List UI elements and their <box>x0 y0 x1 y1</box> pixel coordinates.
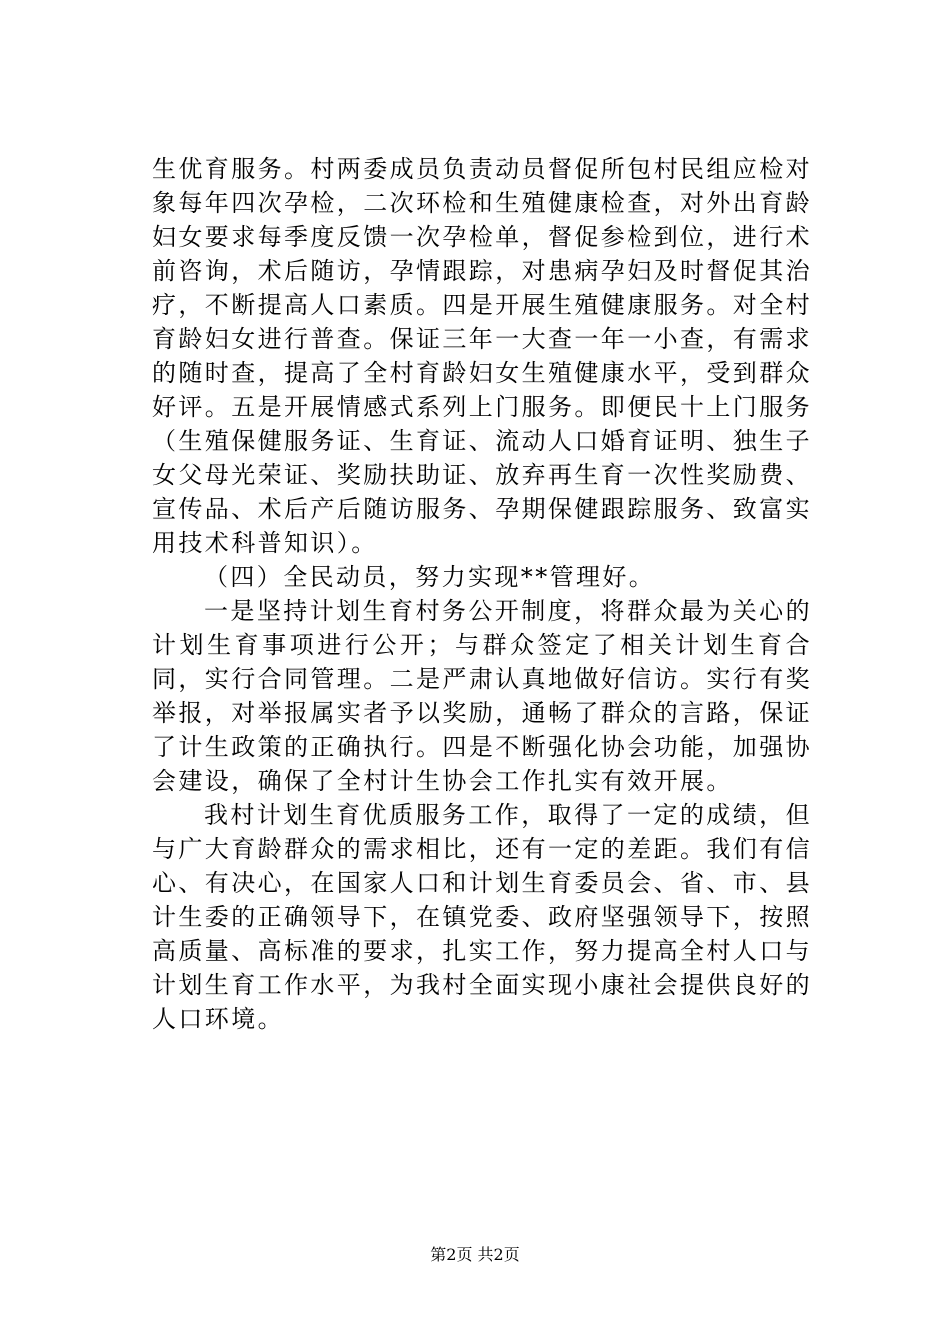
paragraph-section-four: 一是坚持计划生育村务公开制度，将群众最为关心的计划生育事项进行公开；与群众签定了相关计划生育合同，实行合同管理。二是严肃认真地做好信访。实行有奖举报，对举报属实者予以奖励，通畅了群众的言路，保证了计生政策的正确执行。四是不断强化协会功能，加强协会建设，确保了全村计生协会工作扎实有效开展。 <box>152 597 812 795</box>
document-body <box>152 152 812 1036</box>
page-number-label: 第2页 共2页 <box>430 1245 520 1264</box>
paragraph-conclusion: 我村计划生育优质服务工作，取得了一定的成绩，但与广大育龄群众的需求相比，还有一定的差距。我们有信心、有决心，在国家人口和计划生育委员会、省、市、县计生委的正确领导下，在镇党委、政府坚强领导下，按照高质量、高标准的要求，扎实工作，努力提高全村人口与计划生育工作水平，为我村全面实现小康社会提供良好的人口环境。 <box>152 801 812 1033</box>
page-footer <box>0 1244 950 1266</box>
paragraph-continuation: 生优育服务。村两委成员负责动员督促所包村民组应检对象每年四次孕检，二次环检和生殖健康检查，对外出育龄妇女要求每季度反馈一次孕检单，督促参检到位，进行术前咨询，术后随访，孕情跟踪，对患病孕妇及时督促其治疗，不断提高人口素质。四是开展生殖健康服务。对全村育龄妇女进行普查。保证三年一大查一年一小查，有需求的随时查，提高了全村育龄妇女生殖健康水平，受到群众好评。五是开展情感式系列上门服务。即便民十上门服务（生殖保健服务证、生育证、流动人口婚育证明、独生子女父母光荣证、奖励扶助证、放弃再生育一次性奖励费、宣传品、术后产后随访服务、孕期保健跟踪服务、致富实用技术科普知识）。 <box>152 155 812 557</box>
section-heading: （四）全民动员，努力实现**管理好。 <box>204 563 656 591</box>
